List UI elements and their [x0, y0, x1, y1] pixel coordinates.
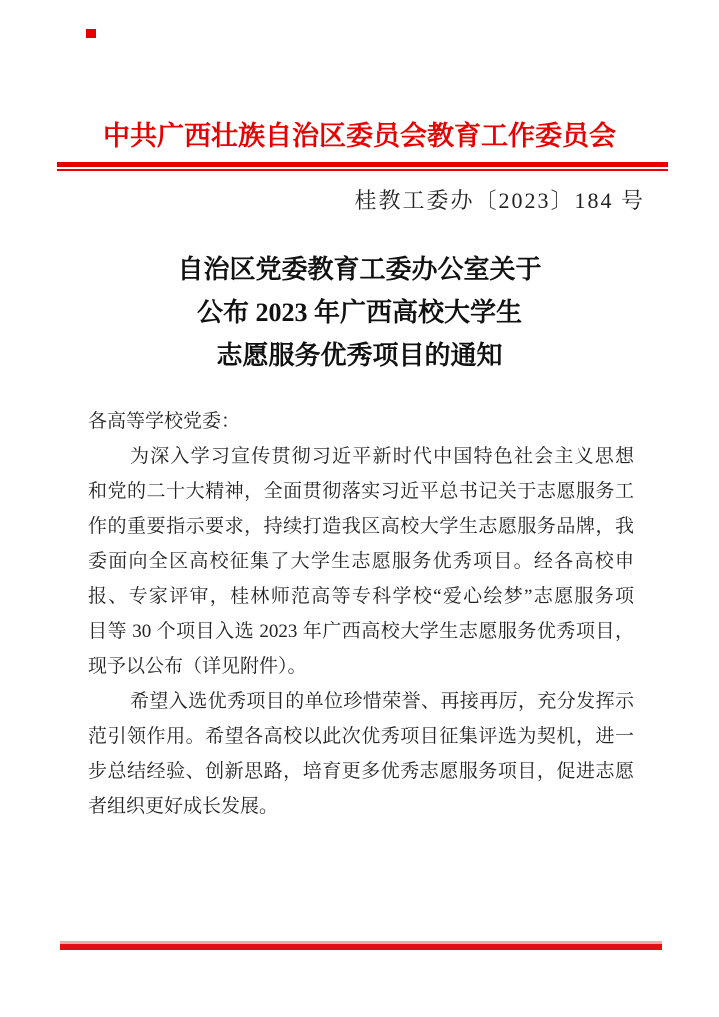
footer-rule-thick-line	[60, 944, 662, 950]
body-text-line: 作的重要指示要求，持续打造我区高校大学生志愿服务品牌，我	[88, 516, 634, 537]
body-text-line: 和党的二十大精神，全面贯彻落实习近平总书记关于志愿服务工	[88, 481, 634, 502]
red-corner-mark	[86, 29, 96, 38]
salutation-line: 各高等学校党委：	[88, 411, 241, 432]
body-text-line: 步总结经验、创新思路，培育更多优秀志愿服务项目，促进志愿	[88, 761, 634, 782]
document-body	[88, 404, 634, 824]
header-rule-thin-line	[57, 169, 668, 171]
document-title-line-1: 自治区党委教育工委办公室关于	[177, 255, 542, 284]
document-title-line-3: 志愿服务优秀项目的通知	[216, 341, 503, 370]
body-text-line: 目等 30 个项目入选 2023 年广西高校大学生志愿服务优秀项目，	[88, 621, 634, 642]
body-text-line: 者组织更好成长发展。	[88, 796, 279, 817]
document-number: 桂教工委办〔2023〕184 号	[354, 188, 645, 213]
body-text-line: 报、专家评审，桂林师范高等专科学校“爱心绘梦”志愿服务项	[88, 586, 634, 607]
body-text-line: 希望入选优秀项目的单位珍惜荣誉、再接再厉，充分发挥示	[130, 691, 634, 712]
body-text-line: 为深入学习宣传贯彻习近平新时代中国特色社会主义思想	[130, 446, 634, 467]
document-title	[0, 248, 719, 377]
body-text-line: 范引领作用。希望各高校以此次优秀项目征集评选为契机，进一	[88, 726, 634, 747]
footer-rule	[60, 941, 662, 950]
body-text-line: 委面向全区高校征集了大学生志愿服务优秀项目。经各高校申	[88, 551, 634, 572]
document-title-line-2: 公布 2023 年广西高校大学生	[196, 298, 522, 327]
body-text-line: 现予以公布（详见附件）。	[88, 656, 307, 677]
header-double-rule	[57, 162, 668, 171]
issuing-org-title: 中共广西壮族自治区委员会教育工作委员会	[103, 121, 616, 151]
